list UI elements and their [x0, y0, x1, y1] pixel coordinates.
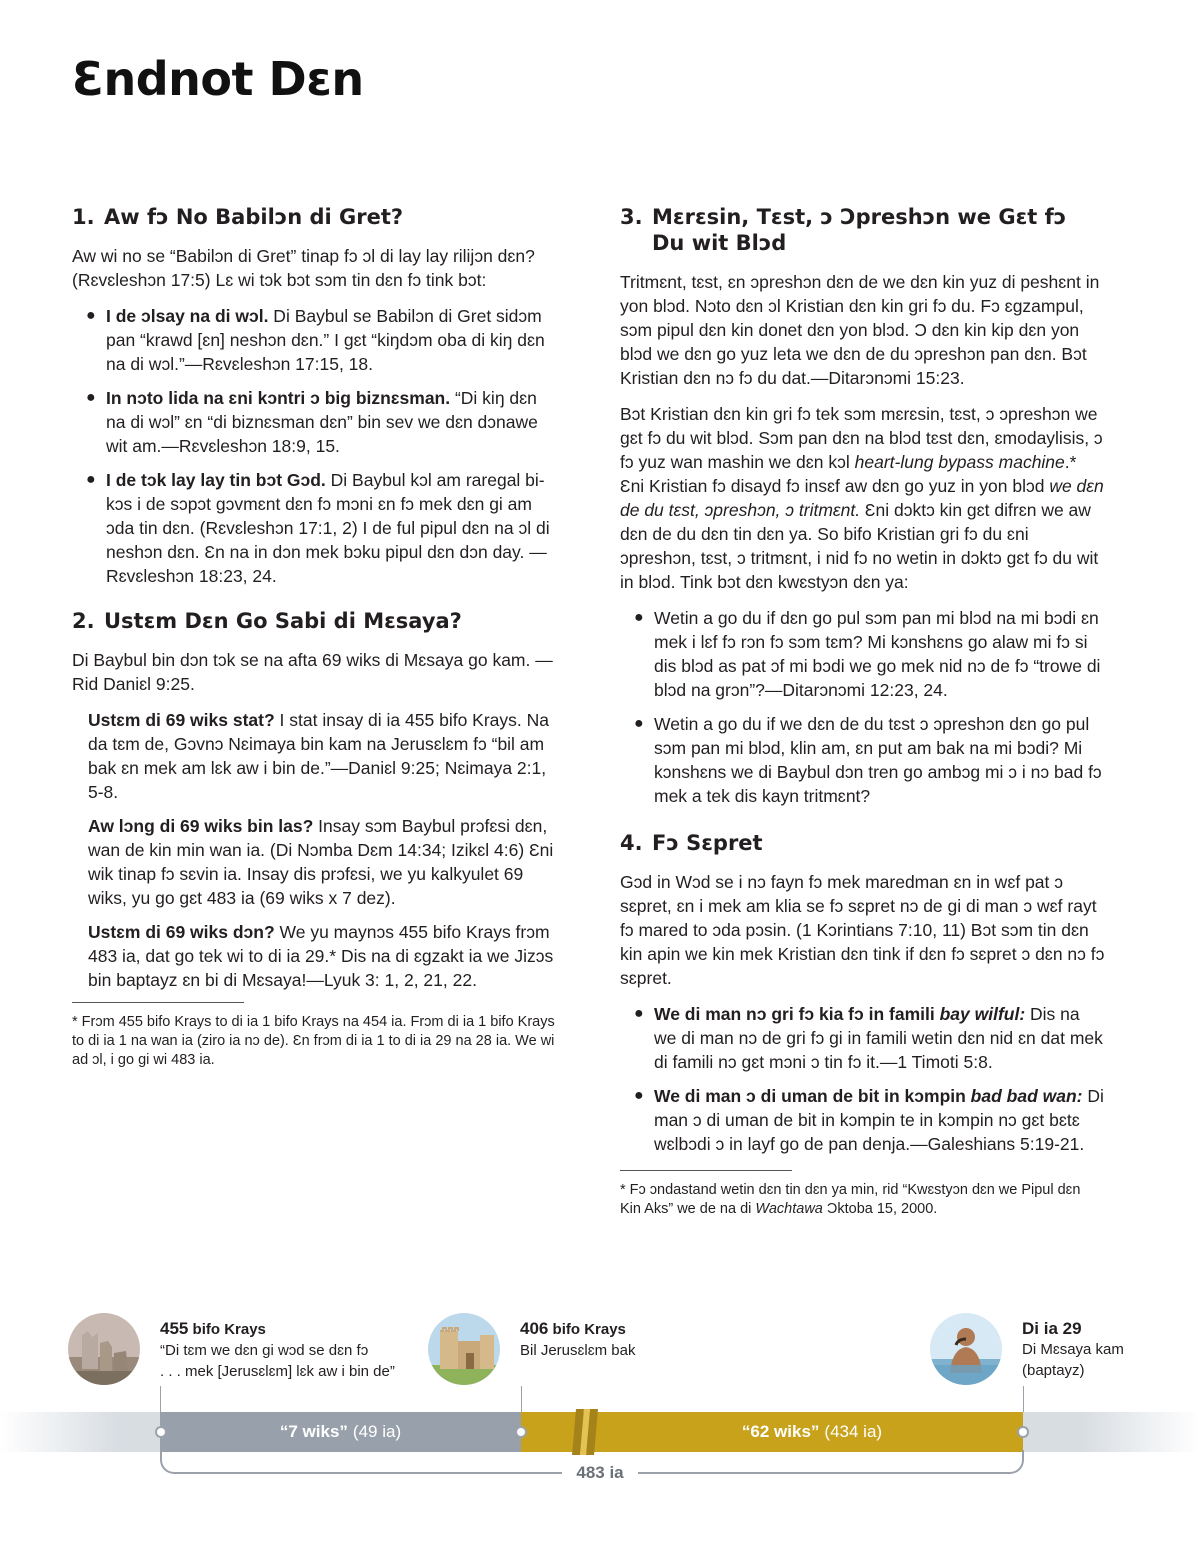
event-description: Di Mɛsaya kam [1022, 1341, 1124, 1358]
text-run: * Fɔ ɔndastand wetin dɛn tin dɛn ya min, rid “Kwɛstyɔn dɛn we Pipul dɛn Kin Aks” we de na di [620, 1182, 1081, 1217]
qa-item [72, 920, 557, 992]
text-run: .* Ɛni Kristian fɔ disayd fɔ insɛf aw dɛn go yuz in yon blɔd [620, 452, 1077, 496]
bullet-lead [654, 1086, 1082, 1106]
event-year: 455 [160, 1319, 189, 1338]
italic-run: bay wilful: [939, 1004, 1026, 1024]
qa-question: Ustɛm di 69 wiks stat? [88, 710, 275, 730]
italic-run: heart-lung bypass machine [854, 452, 1065, 472]
section-heading [620, 204, 1105, 256]
italic-run: Wachtawa [755, 1201, 823, 1217]
section-2 [72, 608, 557, 1070]
event-label [1022, 1318, 1172, 1381]
list-item [620, 606, 1105, 702]
section-paragraph: Tritmɛnt, tɛst, ɛn ɔpreshɔn dɛn de we dɛn kin yuz di peshɛnt in yon blɔd. Nɔto dɛn ɔl Kristian dɛn kin gri fɔ du. Fɔ ɛgzampul, sɔm pipul dɛn kin donet dɛn yon blɔd. Ɔ dɛn kin kip dɛn yon blɔd we dɛn go yuz leta we dɛn de du ɔpreshɔn pan dɛn. Bɔt Kristian dɛn nɔ fɔ du dat.—Ditarɔnɔmi 15:23. [620, 272, 1100, 388]
section-number: 2. [72, 609, 95, 633]
event-year-suffix: bifo Krays [188, 1321, 266, 1338]
bullet-lead [654, 1004, 1025, 1024]
section-number: 3. [620, 205, 643, 229]
section-3 [620, 204, 1105, 808]
section-title: Mɛrɛsin, Tɛst, ɔ Ɔpreshɔn we Gɛt fɔ Du wit Blɔd [652, 205, 1067, 255]
list-item [72, 468, 557, 588]
text-run: We di man nɔ gri fɔ kia fɔ in famili [654, 1004, 940, 1024]
section-1 [72, 204, 557, 588]
qa-question: Ustɛm di 69 wiks dɔn? [88, 922, 275, 942]
bullet-list [620, 606, 1105, 808]
section-heading [72, 204, 557, 230]
event-description: . . . mek [Jerusɛlɛm] lɛk aw i bin de” [160, 1363, 395, 1380]
segment-label: “7 wiks” [279, 1422, 348, 1441]
section-number: 4. [620, 831, 643, 855]
rebuilt-city-walls-image [428, 1313, 500, 1385]
bullet-icon: ● [634, 715, 644, 732]
bullet-text: Wetin a go du if dɛn go pul sɔm pan mi blɔd na mi bɔdi ɛn mek i lɛf fɔ rɔn fɔ sɔm tɛm? Mi kɔnshɛns go alaw mi fɔ si dis blɔd as pat ɔf mi bɔdi we go mek nid nɔ de fɔ “trowe di blɔd na grɔn”?—Ditarɔnɔmi 12:23, 24. [654, 608, 1101, 700]
timeline [0, 1300, 1200, 1543]
bullet-text: Di Baybul kɔl am raregal bikɔs i de sɔpɔt gɔvmɛnt dɛn fɔ mɔni ɛn fɔ mek dɛn gi am ɔda tin dɛn. (Rɛvɛleshɔn 17:1, 2) I de ful pipul dɛn na ɔl di neshɔn dɛn. Ɛn na in dɔn mek bɔku pipul dɛn dɔn day. —Rɛvɛleshɔn 18:23, 24. [106, 470, 550, 586]
qa-answer: I stat insay di ia 455 bifo Krays. Na da tɛm de, Gɔvnɔ Nɛimaya bin kam na Jerusɛlɛm fɔ “bil am bak ɛn mek am lɛk aw i bin de.”—Daniɛl 9:25; Nɛimaya 2:1, 5-8. [88, 710, 549, 802]
event-description: “Di tɛm we dɛn gi wɔd se dɛn fɔ [160, 1342, 369, 1359]
bullet-text: Di Baybul se Babilɔn di Gret sidɔm pan “krawd [ɛn] neshɔn dɛn.” I gɛt “kiŋdɔm oba di kiŋ dɛn na di wɔl.”—Rɛvɛleshɔn 17:15, 18. [106, 306, 545, 374]
segment-7-weeks [160, 1412, 521, 1452]
section-paragraph [620, 402, 1105, 594]
total-span-label [0, 1463, 1200, 1483]
bullet-icon: ● [86, 389, 96, 406]
event-description: Bil Jerusɛlɛm bak [520, 1342, 636, 1359]
event-year: 406 [520, 1319, 549, 1338]
bullet-icon: ● [634, 1005, 644, 1022]
event-label [160, 1318, 430, 1382]
text-run: Bɔt Kristian dɛn kin gri fɔ tek sɔm mɛrɛsin, tɛst, ɔ ɔpreshɔn we gɛt fɔ du wit blɔd. Sɔm pan dɛn na blɔd tɛst dɛn, ɛmodaylisis, ɔ fɔ yuz wan mashin we dɛn kɔl [620, 404, 1103, 472]
bullet-icon: ● [86, 307, 96, 324]
total-years: 483 ia [562, 1463, 637, 1482]
italic-run: we dɛn de du tɛst, ɔpreshɔn, ɔ tritmɛnt. [620, 476, 1104, 520]
event-year-suffix: bifo Krays [548, 1321, 626, 1338]
page-title: Ɛndnot Dɛn [72, 52, 364, 106]
qa-item [72, 708, 557, 804]
man-being-baptized-image [930, 1313, 1002, 1385]
segment-years: (49 ia) [352, 1422, 402, 1441]
city-walls-icon [428, 1313, 500, 1385]
footnote: * Frɔm 455 bifo Krays to di ia 1 bifo Krays na 454 ia. Frɔm di ia 1 bifo Krays to di ia 1 na wan ia (ziro ia nɔ de). Ɛn frɔm di ia 1 to di ia 29 na 28 ia. We wi ad ɔl, i go gi wi 483 ia. [72, 1014, 555, 1068]
qa-answer: We yu maynɔs 455 bifo Krays frɔm 483 ia, dat go tek wi to di ia 29.* Dis na di ɛgzakt ia we Jizɔs bin baptayz ɛn bi di Mɛsaya!—Lyuk 3: 1, 2, 21, 22. [88, 922, 554, 990]
ruined-walls-icon [68, 1313, 140, 1385]
left-column [72, 204, 557, 1070]
footnote-divider [620, 1170, 792, 1171]
baptism-icon [930, 1313, 1002, 1385]
event-label [520, 1318, 740, 1361]
qa-answer: Insay sɔm Baybul prɔfɛsi dɛn, wan de kin min wan ia. (Di Nɔmba Dɛm 14:34; Izikɛl 4:6) Ɛni wik tinap fɔ sɛvin ia. Insay dis prɔfɛsi, we yu kalkyulet 69 wiks, yu go gɛt 483 ia (69 wiks x 7 dez). [88, 816, 554, 908]
section-title: Aw fɔ No Babilɔn di Gret? [104, 205, 404, 229]
bullet-text: Dis na we di man nɔ de gri fɔ gi in famili wetin dɛn nid ɛn dat mek di famili nɔ gɛt mɔni ɔ tin fɔ it.—1 Timoti 5:8. [654, 1004, 1103, 1072]
segment-years: (434 ia) [824, 1422, 883, 1441]
list-item [72, 304, 557, 376]
bullet-text: Wetin a go du if we dɛn de du tɛst ɔ ɔpreshɔn dɛn go pul sɔm pan mi blɔd, klin am, ɛn put am bak na mi bɔdi? Mi kɔnshɛns we di Baybul dɔn tren go ambɔg mi ɔ i nɔ bad fɔ mek a tek dis kayn tritmɛnt? [654, 714, 1102, 806]
bullet-lead: In nɔto lida na ɛni kɔntri ɔ big biznɛsman. [106, 388, 451, 408]
event-year: Di ia 29 [1022, 1319, 1082, 1338]
text-run: Ɛni dɔktɔ kin gɛt difrɛn we aw dɛn de du dɛn tin dɛn ya. So bifo Kristian gri fɔ du ɛni ɔpreshɔn, tɛst, ɔ tritmɛnt, i nid fɔ no wetin in dɔktɔ gɛt fɔ du wit in blɔd. Tink bɔt dɛn kwɛstyɔn dɛn ya: [620, 500, 1099, 592]
bullet-list [72, 304, 557, 588]
list-item [620, 712, 1105, 808]
segment-label: “62 wiks” [741, 1422, 820, 1441]
section-heading [72, 608, 557, 634]
list-item [620, 1084, 1105, 1156]
timeline-node [155, 1426, 167, 1438]
timeline-node [1017, 1426, 1029, 1438]
section-4 [620, 830, 1105, 1219]
section-title: Ustɛm Dɛn Go Sabi di Mɛsaya? [104, 609, 462, 633]
list-item [620, 1002, 1105, 1074]
footnote-divider [72, 1002, 244, 1003]
bullet-lead: I de tɔk lay lay tin bɔt Gɔd. [106, 470, 326, 490]
bullet-text: “Di kiŋ dɛn na di wɔl” ɛn “di biznɛsman dɛn” bin sev we dɛn dɔnawe wit am.—Rɛvɛleshɔn 18:9, 15. [106, 388, 538, 456]
section-intro: Di Baybul bin dɔn tɔk se na afta 69 wiks di Mɛsaya go kam. —Rid Daniɛl 9:25. [72, 650, 553, 694]
section-heading [620, 830, 1105, 856]
list-item [72, 386, 557, 458]
bullet-lead: I de ɔlsay na di wɔl. [106, 306, 269, 326]
italic-run: bad bad wan: [970, 1086, 1083, 1106]
qa-question: Aw lɔng di 69 wiks bin las? [88, 816, 314, 836]
section-title: Fɔ Sɛpret [652, 831, 763, 855]
text-run: We di man ɔ di uman de bit in kɔmpin [654, 1086, 971, 1106]
bullet-icon: ● [634, 1087, 644, 1104]
section-intro: Aw wi no se “Babilɔn di Gret” tinap fɔ ɔl di lay lay rilijɔn dɛn? (Rɛvɛleshɔn 17:5) Lɛ wi tɔk bɔt sɔm tin dɛn fɔ tink bɔt: [72, 246, 535, 290]
bullet-icon: ● [634, 609, 644, 626]
text-run: Ɔktoba 15, 2000. [822, 1201, 938, 1217]
event-description: (baptayz) [1022, 1362, 1085, 1379]
ruined-city-walls-image [68, 1313, 140, 1385]
bullet-list [620, 1002, 1105, 1156]
timeline-tick [521, 1386, 522, 1412]
timeline-tick [160, 1386, 161, 1412]
section-intro: Gɔd in Wɔd se i nɔ fayn fɔ mek maredman ɛn in wɛf pat ɔ sɛpret, ɛn i mek am klia se fɔ sɛpret nɔ de gi di man ɔ wɛf rayt fɔ mared to ɔda pɔsin. (1 Kɔrintians 7:10, 11) Bɔt sɔm tin dɛn kin apin we kin mek Kristian dɛn tink if dɛn fɔ sɛpret ɔ dɛn nɔ fɔ sɛpret. [620, 872, 1105, 988]
timeline-tick [1023, 1386, 1024, 1412]
right-column [620, 204, 1105, 1219]
qa-item [72, 814, 557, 910]
section-number: 1. [72, 205, 95, 229]
bullet-icon: ● [86, 471, 96, 488]
footnote [620, 1181, 1105, 1219]
timeline-node [515, 1426, 527, 1438]
bullet-text: Di man ɔ di uman de bit in kɔmpin te in kɔmpin nɔ gɛt bɛtɛ wɛlbɔdi ɔ in layf go de pan denja.—Galeshians 5:19-21. [654, 1086, 1104, 1154]
